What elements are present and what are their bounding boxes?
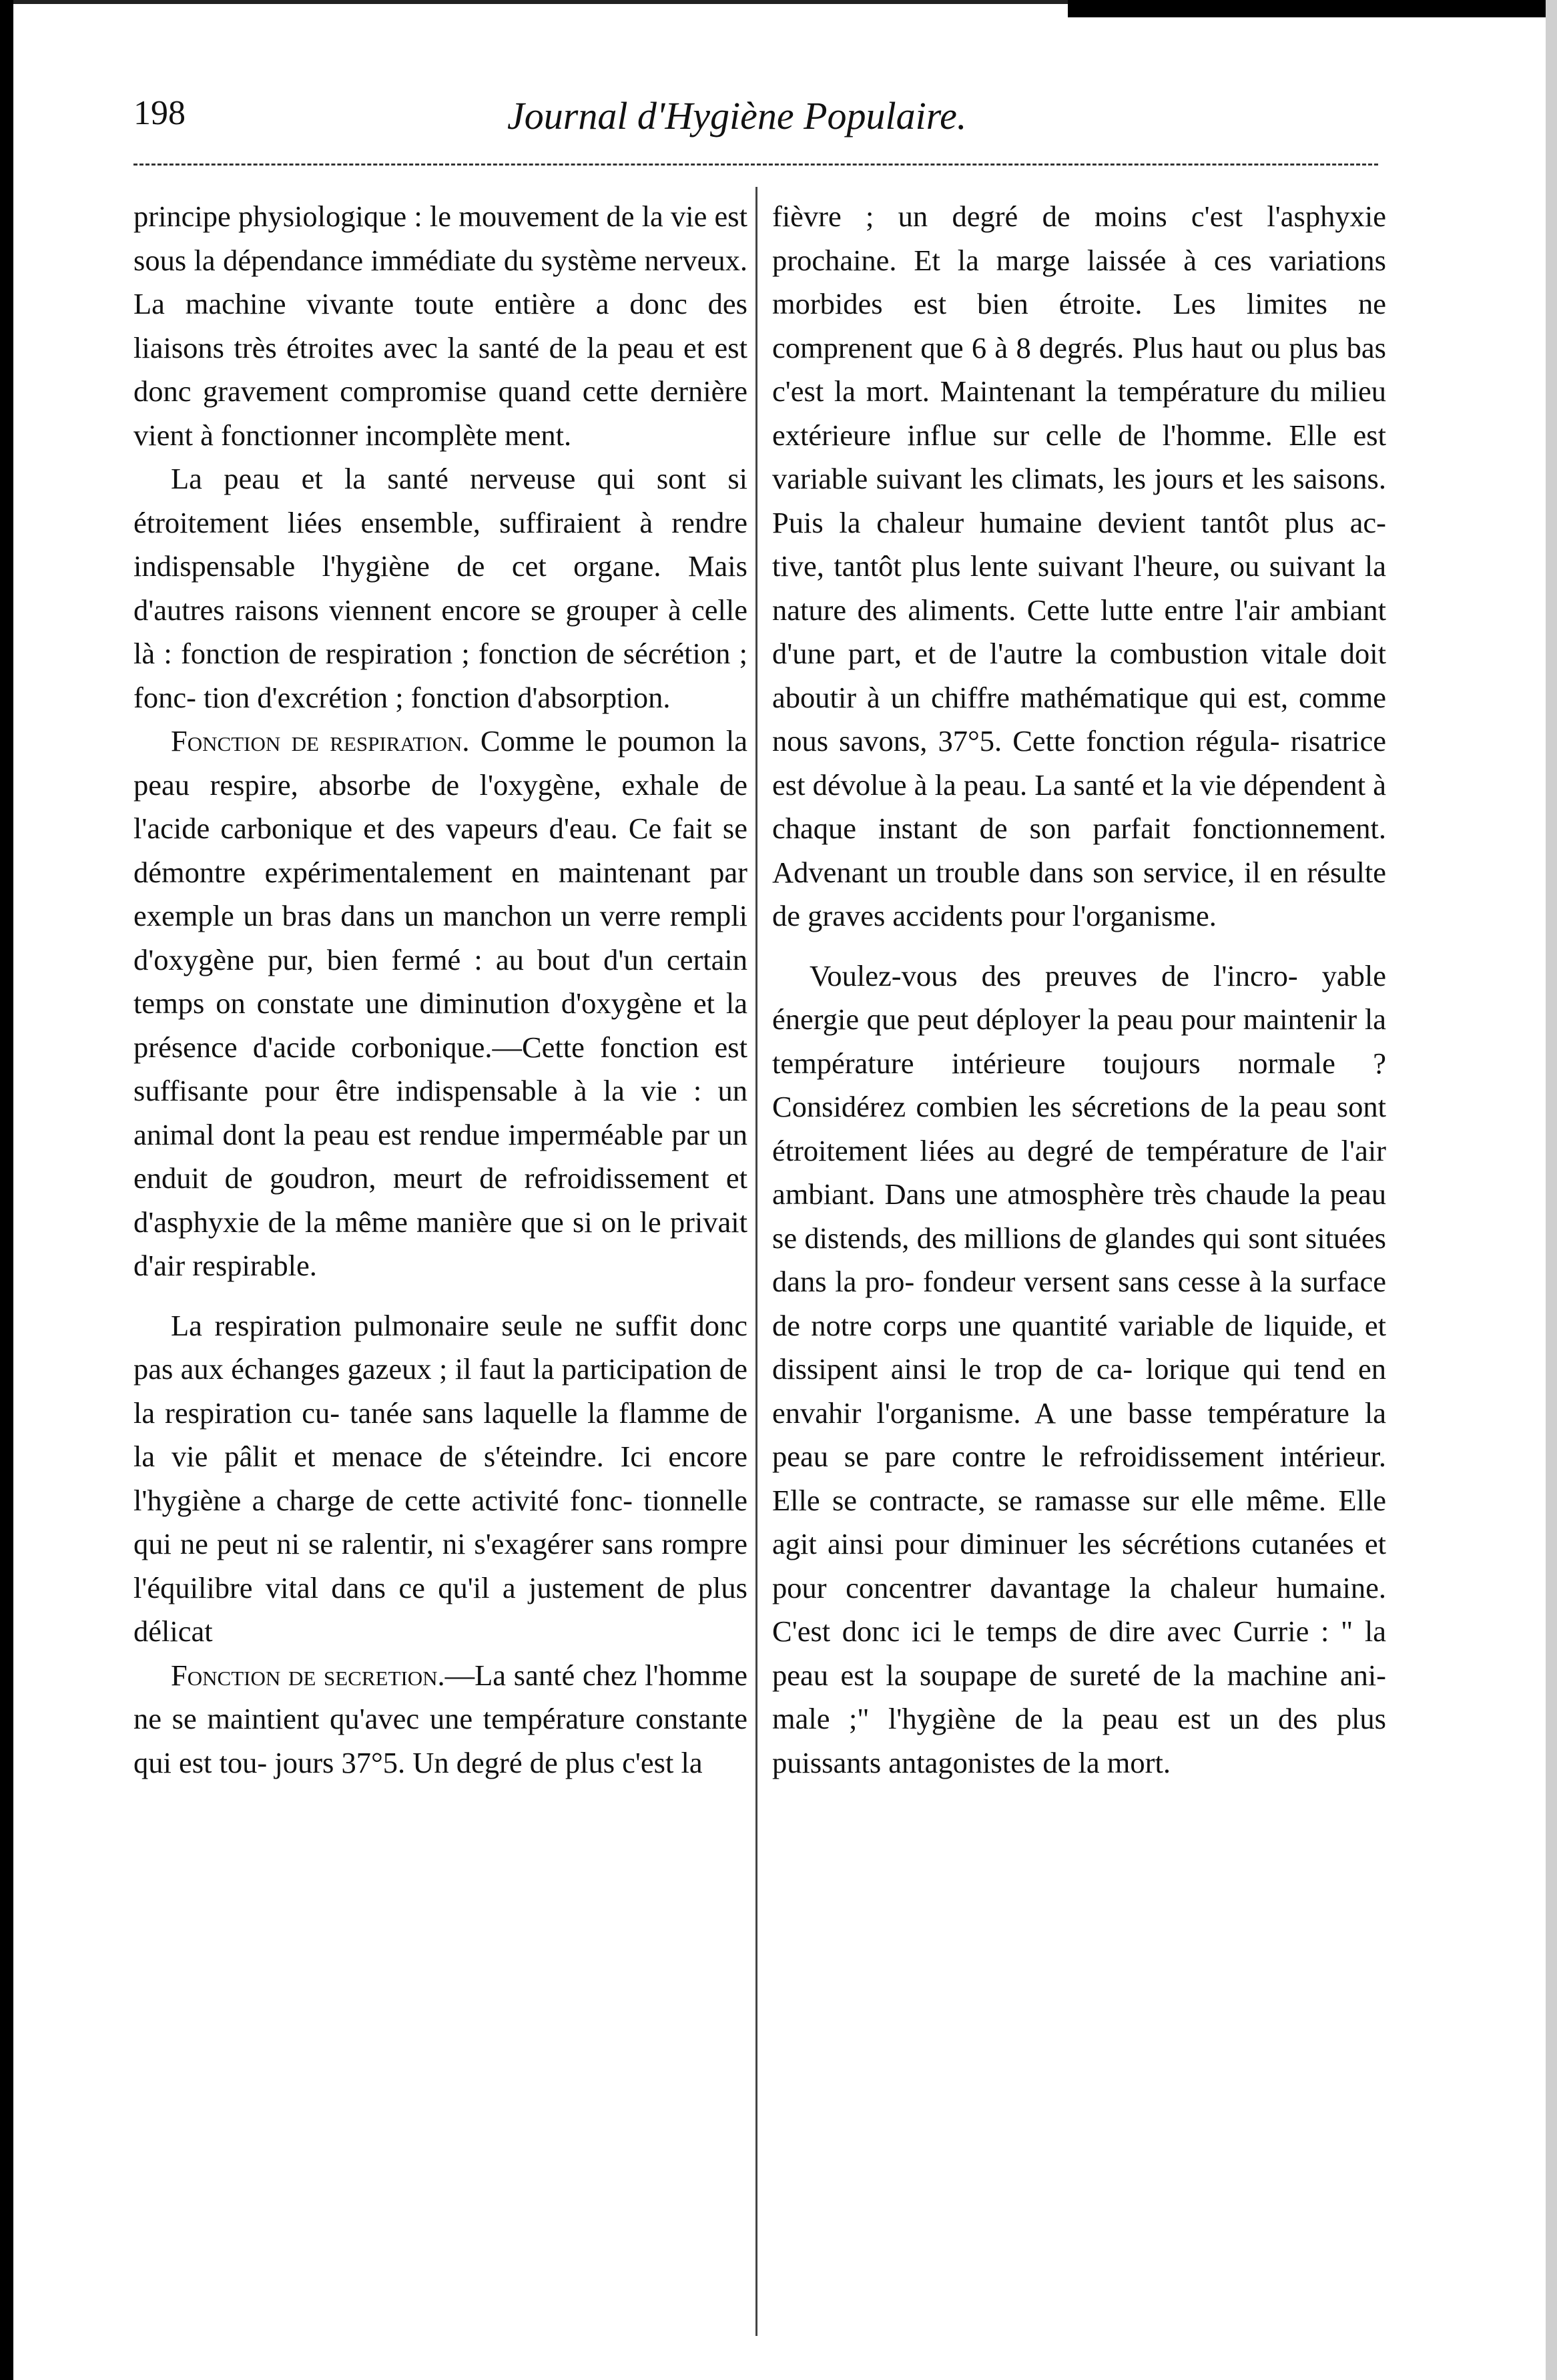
paragraph bbox=[133, 1654, 747, 1785]
page-header bbox=[133, 93, 1402, 160]
paragraph: La peau et la santé nerveuse qui sont si étroitement liées ensemble, suffiraient à rendre indispensable l'hygiène de cet organe. Mais d'autres raisons viennent encore se grouper à celle là : fonction de respiration ; fonction de sécrétion ; fonc- tion d'excrétion ; fonction d'absorption. bbox=[133, 462, 747, 714]
paragraph-text: Comme le poumon la peau respire, absorbe de l'oxygène, exhale de l'acide carbonique et des vapeurs d'eau. Ce fait se démontre expérimentalement en maintenant par exemple un bras dans un manchon un verre rempli d'oxygène pur, bien fermé : au bout d'un certain temps on constate une diminution d'oxygène et la présence d'acide corbonique.—Cette fonction est suffisante pour être indispensable à la vie : un animal dont la peau est rendue imperméable par un enduit de goudron, meurt de refroidissement et d'asphyxie de la même manière que si on le privait d'air respirable. bbox=[133, 724, 748, 1282]
column-divider bbox=[755, 187, 757, 2336]
scan-top-edge bbox=[13, 0, 1068, 4]
header-rule bbox=[133, 164, 1378, 166]
left-column bbox=[133, 195, 747, 1785]
scan-right-edge bbox=[1546, 0, 1557, 2380]
paragraph bbox=[133, 719, 747, 1288]
paragraph: fièvre ; un degré de moins c'est l'asphyxie prochaine. Et la marge laissée à ces variations morbides est bien étroite. Les limites ne comprenent que 6 à 8 degrés. Plus haut ou plus bas c'est la mort. Maintenant la température du milieu extérieure influe sur celle de l'homme. Elle est variable suivant les climats, les jours et les saisons. Puis la chaleur humaine devient tantôt plus ac- tive, tantôt plus lente suivant l'heure, ou suivant la nature des aliments. Cette lutte entre l'air ambiant d'une part, et de l'autre la combustion vitale doit aboutir à un chiffre mathématique qui est, comme nous savons, 37°5. Cette fonction régula- risatrice est dévolue à la peau. La santé et la vie dépendent à chaque instant de son parfait fonctionnement. Advenant un trouble dans son service, il en résulte de graves accidents pour l'organisme. bbox=[772, 200, 1386, 932]
paragraph-text: —La santé chez l'homme ne se maintient qu'avec une température constante qui est tou- jours 37°5. Un degré de plus c'est la bbox=[133, 1658, 748, 1779]
section-heading: Fonction de secretion. bbox=[171, 1658, 445, 1692]
right-column bbox=[772, 195, 1386, 1785]
section-heading: Fonction de respiration. bbox=[171, 724, 470, 758]
scan-left-edge bbox=[0, 0, 13, 2380]
paragraph: La respiration pulmonaire seule ne suffit donc pas aux échanges gazeux ; il faut la participation de la respiration cu- tanée sans laquelle la flamme de la vie pâlit et menace de s'éteindre. Ici encore l'hygiène a charge de cette activité fonc- tionnelle qui ne peut ni se ralentir, ni s'exagérer sans rompre l'équilibre vital dans ce qu'il a justement de plus délicat bbox=[133, 1308, 747, 1648]
scan-top-right-edge bbox=[1068, 0, 1557, 17]
paragraph: principe physiologique : le mouvement de la vie est sous la dépendance immédiate du système nerveux. La machine vivante toute entière a donc des liaisons très étroites avec la santé de la peau et est donc gravement compromise quand cette dernière vient à fonctionner incomplète ment. bbox=[133, 200, 747, 452]
paragraph: Voulez-vous des preuves de l'incro- yable énergie que peut déployer la peau pour maintenir la température intérieure toujours normale ? Considérez combien les sécretions de la peau sont étroitement liées au degré de température de l'air ambiant. Dans une atmosphère très chaude la peau se distends, des millions de glandes qui sont situées dans la pro- fondeur versent sans cesse à la surface de notre corps une quantité variable de liquide, et dissipent ainsi le trop de ca- lorique qui tend en envahir l'organisme. A une basse température la peau se pare contre le refroidissement intérieur. Elle se contracte, se ramasse sur elle même. Elle agit ainsi pour diminuer les sécrétions cutanées et pour concentrer davantage la chaleur humaine. C'est donc ici le temps de dire avec Currie : " la peau est la soupape de sureté de la machine ani- male ;" l'hygiène de la peau est un des plus puissants antagonistes de la mort. bbox=[772, 958, 1386, 1779]
page-number: 198 bbox=[133, 94, 186, 132]
running-title: Journal d'Hygiène Populaire. bbox=[507, 94, 967, 137]
